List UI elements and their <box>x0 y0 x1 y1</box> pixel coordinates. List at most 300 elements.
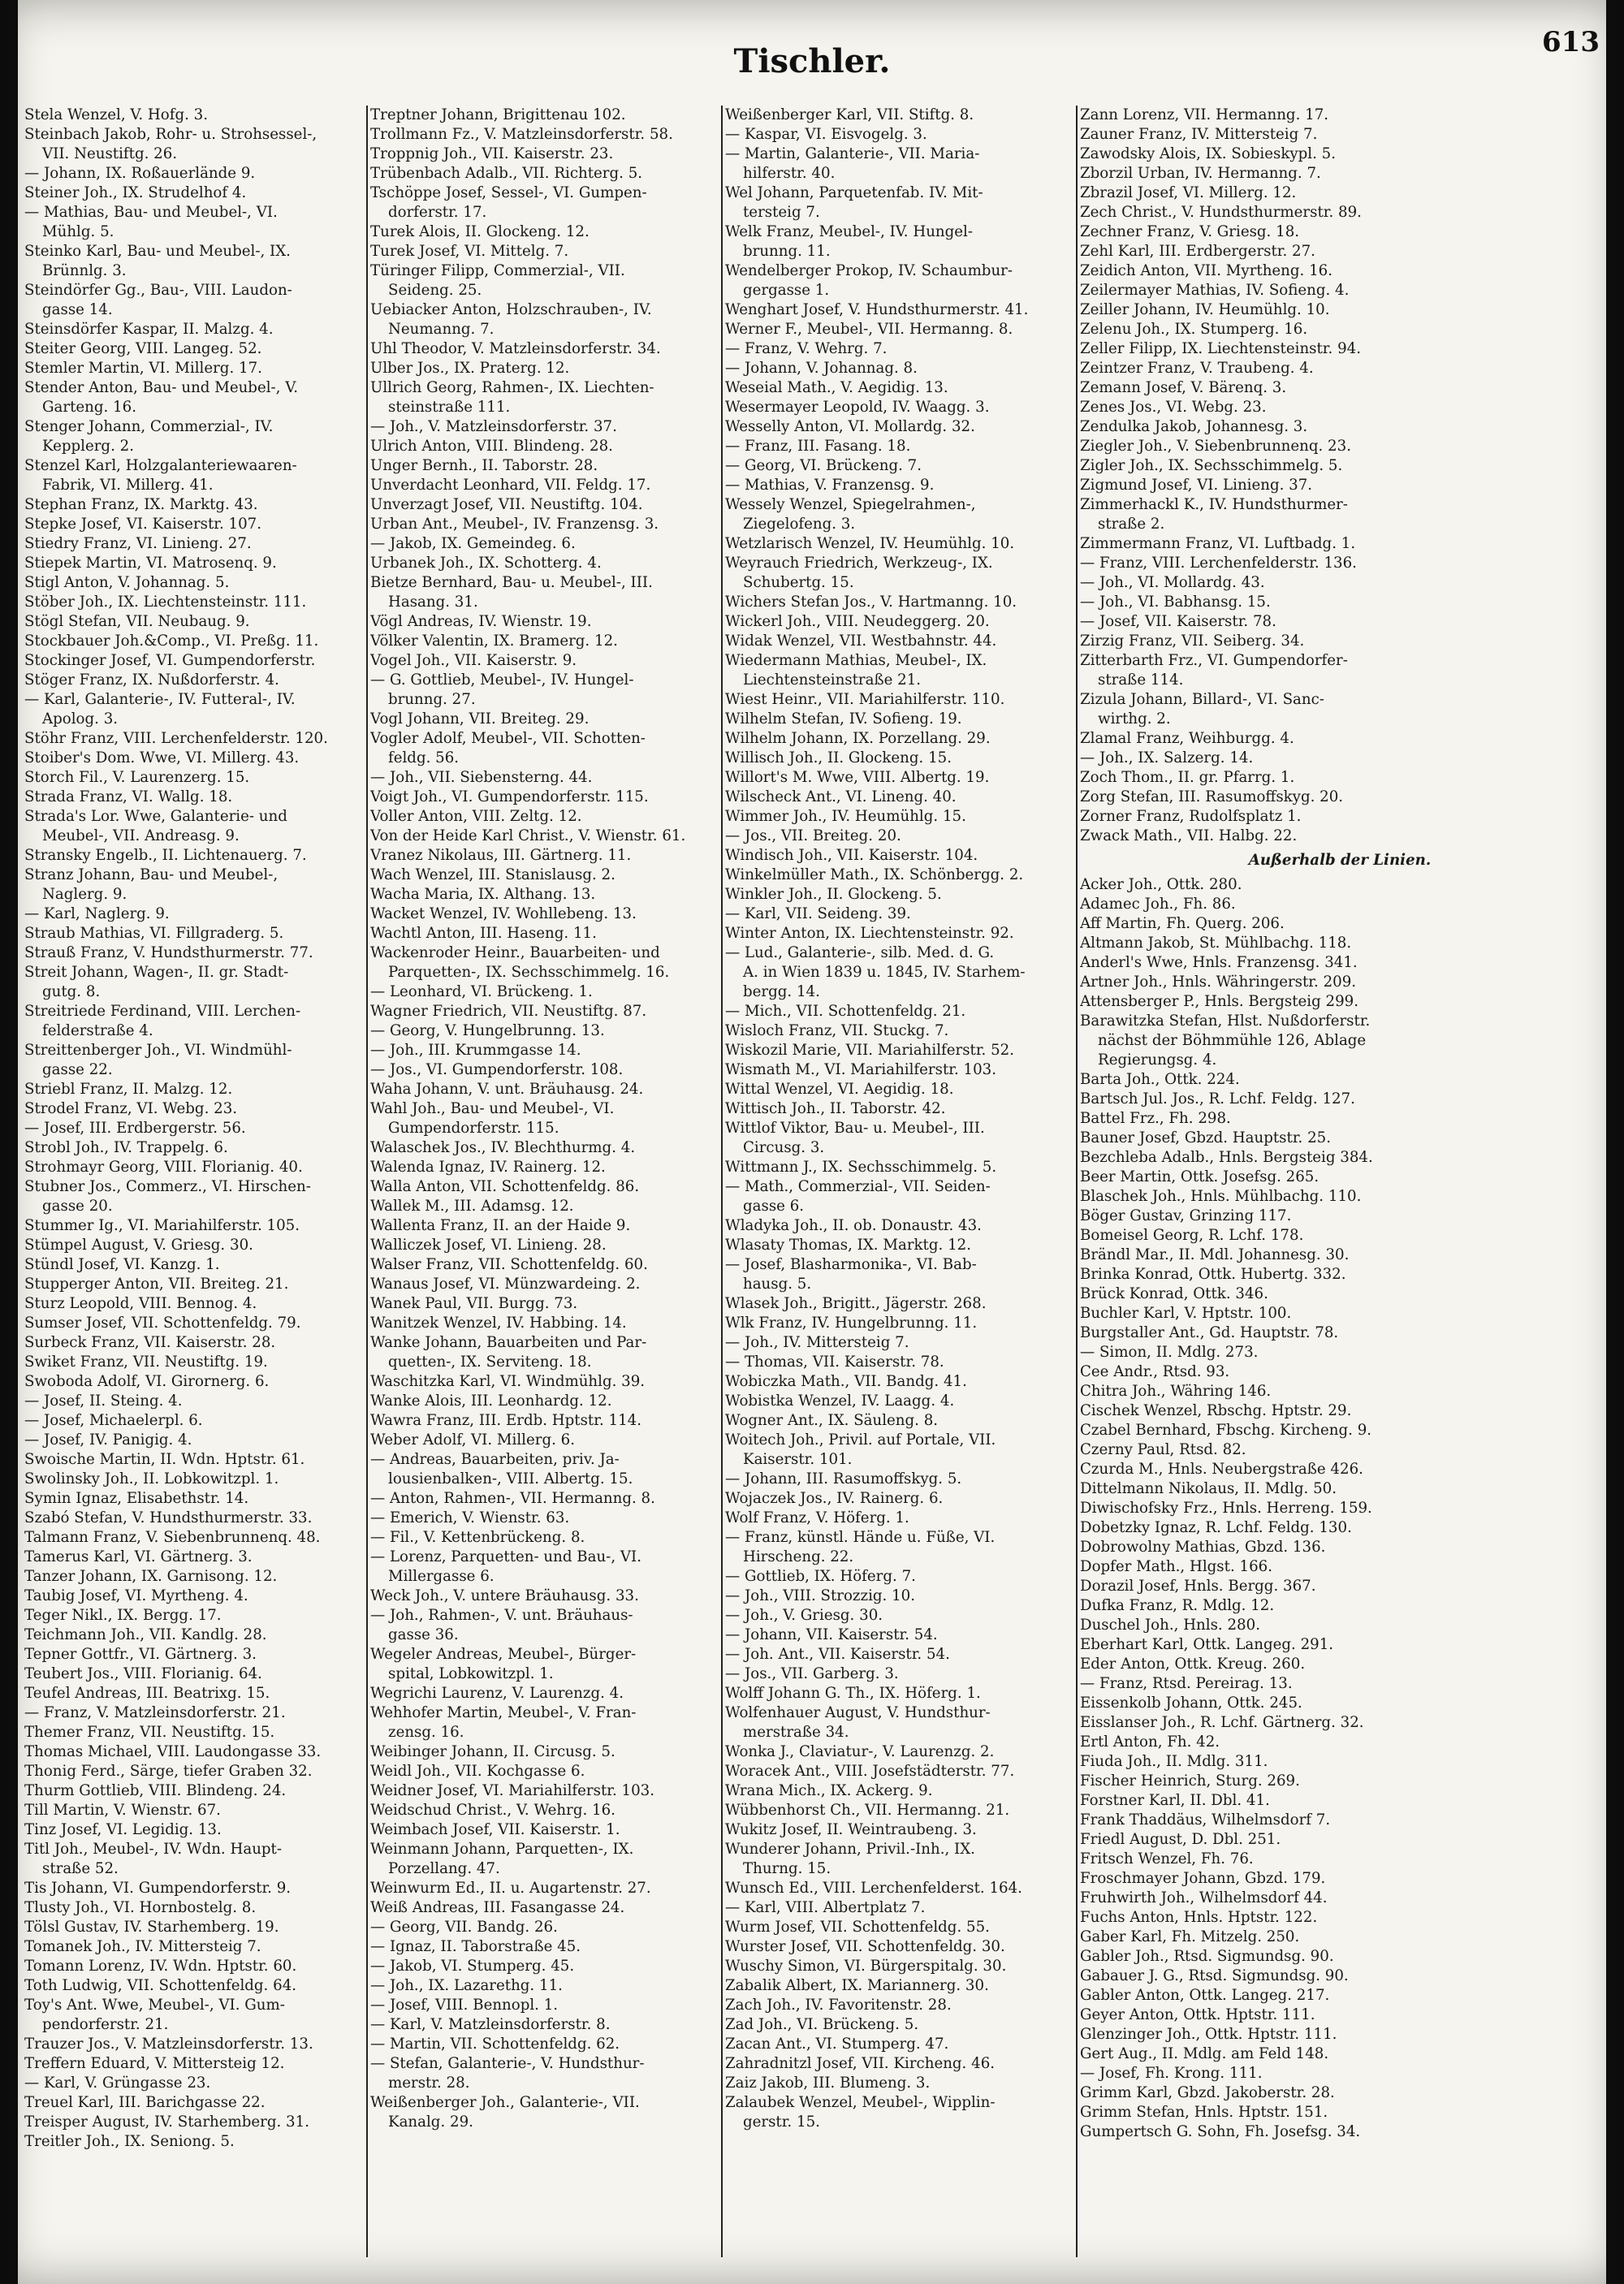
directory-entry: Stöber Joh., IX. Liechtensteinstr. 111. <box>24 594 307 611</box>
directory-entry: Eberhart Karl, Ottk. Langeg. 291. <box>1080 1636 1334 1653</box>
entry-continuation: lousienbalken-, VIII. Albertg. 15. <box>388 1470 633 1487</box>
directory-entry: Zeiller Johann, IV. Heumühlg. 10. <box>1080 301 1330 318</box>
directory-entry: Aff Martin, Fh. Querg. 206. <box>1080 915 1285 932</box>
directory-entry: Zirzig Franz, VII. Seiberg. 34. <box>1080 633 1305 650</box>
directory-entry: — Johann, VII. Kaiserstr. 54. <box>725 1626 938 1643</box>
directory-entry: Attensberger P., Hnls. Bergsteig 299. <box>1080 993 1359 1010</box>
directory-entry: Zendulka Jakob, Johannesg. 3. <box>1080 418 1308 435</box>
directory-entry: Czabel Bernhard, Fbschg. Kircheng. 9. <box>1080 1422 1372 1439</box>
directory-entry: Swoboda Adolf, VI. Girornerg. 6. <box>24 1373 270 1390</box>
directory-entry: Zad Joh., VI. Brückeng. 5. <box>725 2016 919 2033</box>
entry-continuation: wirthg. 2. <box>1098 710 1171 728</box>
entry-continuation: feldg. 56. <box>388 749 460 766</box>
directory-entry: Weißenberger Joh., Galanterie-, VII. <box>370 2094 640 2111</box>
entry-continuation: Garteng. 16. <box>42 399 136 416</box>
directory-entry: Turek Alois, II. Glockeng. 12. <box>370 223 590 240</box>
directory-entry: Zigmund Josef, VI. Linieng. 37. <box>1080 477 1313 494</box>
directory-entry: Wetzlarisch Wenzel, IV. Heumühlg. 10. <box>725 535 1015 552</box>
directory-entry: Wesselly Anton, VI. Mollardg. 32. <box>725 418 975 435</box>
directory-entry: Vögl Andreas, IV. Wienstr. 19. <box>370 613 592 630</box>
directory-entry: Szabó Stefan, V. Hundsthurmerstr. 33. <box>24 1509 313 1526</box>
directory-entry: Wallek M., III. Adamsg. 12. <box>370 1198 574 1215</box>
directory-entry: — Jos., VII. Garberg. 3. <box>725 1665 899 1682</box>
directory-entry: Zeidich Anton, VII. Myrtheng. 16. <box>1080 262 1333 279</box>
directory-entry: Wunderer Johann, Privil.-Inh., IX. <box>725 1841 975 1858</box>
directory-entry: Steinsdörfer Kaspar, II. Malzg. 4. <box>24 321 274 338</box>
directory-entry: Woitech Joh., Privil. auf Portale, VII. <box>725 1431 996 1449</box>
directory-entry: Weyrauch Friedrich, Werkzeug-, IX. <box>725 555 993 572</box>
entry-continuation: Kanalg. 29. <box>388 2113 473 2131</box>
entry-continuation: Kepplerg. 2. <box>42 438 134 455</box>
directory-entry: Swolinsky Joh., II. Lobkowitzpl. 1. <box>24 1470 279 1487</box>
directory-entry: Steiner Joh., IX. Strudelhof 4. <box>24 184 247 201</box>
directory-entry: Dorazil Josef, Hnls. Bergg. 367. <box>1080 1578 1316 1595</box>
directory-entry: — Joh., VI. Babhansg. 15. <box>1080 594 1271 611</box>
directory-entry: Vranez Nikolaus, III. Gärtnerg. 11. <box>370 847 632 864</box>
directory-entry: Zemann Josef, V. Bärenq. 3. <box>1080 379 1287 396</box>
directory-entry: — Joh., III. Krummgasse 14. <box>370 1042 581 1059</box>
directory-entry: Sturz Leopold, VIII. Bennog. 4. <box>24 1295 257 1312</box>
directory-entry: Brinka Konrad, Ottk. Hubertg. 332. <box>1080 1266 1346 1283</box>
directory-entry: Wegrichi Laurenz, V. Laurenzg. 4. <box>370 1685 624 1702</box>
directory-entry: Eisslanser Joh., R. Lchf. Gärtnerg. 32. <box>1080 1714 1364 1731</box>
entry-continuation: hausg. 5. <box>743 1276 812 1293</box>
directory-entry: Wanke Alois, III. Leonhardg. 12. <box>370 1392 612 1410</box>
directory-entry: Zeilermayer Mathias, IV. Sofieng. 4. <box>1080 282 1350 299</box>
directory-entry: Gumpertsch G. Sohn, Fh. Josefsg. 34. <box>1080 2123 1361 2140</box>
directory-entry: Toy's Ant. Wwe, Meubel-, VI. Gum- <box>24 1997 285 2014</box>
directory-entry: Tlusty Joh., VI. Hornbostelg. 8. <box>24 1899 257 1916</box>
entry-continuation: Schubertg. 15. <box>743 574 854 591</box>
directory-entry: — Martin, Galanterie-, VII. Maria- <box>725 145 980 162</box>
directory-entry: Zizula Johann, Billard-, VI. Sanc- <box>1080 691 1324 708</box>
directory-entry: Storch Fil., V. Laurenzerg. 15. <box>24 769 250 786</box>
directory-entry: Zeintzer Franz, V. Traubeng. 4. <box>1080 360 1314 377</box>
directory-entry: — Thomas, VII. Kaiserstr. 78. <box>725 1354 944 1371</box>
directory-entry: — Joh., VI. Mollardg. 43. <box>1080 574 1265 591</box>
directory-entry: Urbanek Joh., IX. Schotterg. 4. <box>370 555 602 572</box>
directory-entry: Wallenta Franz, II. an der Haide 9. <box>370 1217 631 1234</box>
directory-entry: Waha Johann, V. unt. Bräuhausg. 24. <box>370 1081 644 1098</box>
directory-entry: Thurm Gottlieb, VIII. Blindeng. 24. <box>24 1782 287 1799</box>
directory-entry: Froschmayer Johann, Gbzd. 179. <box>1080 1870 1326 1887</box>
directory-entry: Wilscheck Ant., VI. Lineng. 40. <box>725 788 957 805</box>
directory-entry: Tomann Lorenz, IV. Wdn. Hptstr. 60. <box>24 1958 297 1975</box>
directory-entry: Gabler Anton, Ottk. Langeg. 217. <box>1080 1987 1330 2004</box>
directory-entry: Wolf Franz, V. Höferg. 1. <box>725 1509 909 1526</box>
directory-entry: Bauner Josef, Gbzd. Hauptstr. 25. <box>1080 1129 1332 1146</box>
directory-entry: Urban Ant., Meubel-, IV. Franzensg. 3. <box>370 516 659 533</box>
entry-continuation: Kaiserstr. 101. <box>743 1451 853 1468</box>
directory-entry: Wiedermann Mathias, Meubel-, IX. <box>725 652 987 669</box>
column-divider <box>1076 106 1078 2257</box>
directory-entry: — Joh., VII. Siebensterng. 44. <box>370 769 593 786</box>
directory-entry: — Joh., IX. Lazarethg. 11. <box>370 1977 563 1994</box>
entry-continuation: pendorferstr. 21. <box>42 2016 169 2033</box>
directory-entry: Tomanek Joh., IV. Mittersteig 7. <box>24 1938 261 1955</box>
directory-entry: Weibinger Johann, II. Circusg. 5. <box>370 1743 615 1760</box>
directory-entry: — Joh., V. Griesg. 30. <box>725 1607 883 1624</box>
directory-entry: Zalaubek Wenzel, Meubel-, Wipplin- <box>725 2094 996 2111</box>
entry-continuation: gutg. 8. <box>42 983 101 1000</box>
directory-entry: Werner F., Meubel-, VII. Hermanng. 8. <box>725 321 1013 338</box>
directory-entry: Swoische Martin, II. Wdn. Hptstr. 61. <box>24 1451 305 1468</box>
directory-entry: Willort's M. Wwe, VIII. Albertg. 19. <box>725 769 990 786</box>
page-title: Tischler. <box>733 42 891 80</box>
directory-entry: Strobl Joh., IV. Trappelg. 6. <box>24 1139 228 1156</box>
directory-entry: Vogler Adolf, Meubel-, VII. Schotten- <box>370 730 646 747</box>
entry-continuation: Thurng. 15. <box>743 1860 831 1877</box>
scan-edge-left <box>0 0 18 2284</box>
directory-entry: Stender Anton, Bau- und Meubel-, V. <box>24 379 298 396</box>
directory-entry: Teufel Andreas, III. Beatrixg. 15. <box>24 1685 270 1702</box>
directory-entry: Stockbauer Joh.&Comp., VI. Preßg. 11. <box>24 633 319 650</box>
directory-entry: Ullrich Georg, Rahmen-, IX. Liechten- <box>370 379 654 396</box>
directory-entry: Unger Bernh., II. Taborstr. 28. <box>370 457 598 474</box>
directory-entry: Vogel Joh., VII. Kaiserstr. 9. <box>370 652 577 669</box>
directory-entry: Stigl Anton, V. Johannag. 5. <box>24 574 230 591</box>
entry-continuation: quetten-, IX. Serviteng. 18. <box>388 1354 592 1371</box>
directory-entry: Stoiber's Dom. Wwe, VI. Millerg. 43. <box>24 749 300 766</box>
directory-entry: Barawitzka Stefan, Hlst. Nußdorferstr. <box>1080 1012 1371 1030</box>
entry-continuation: straße 2. <box>1098 516 1165 533</box>
directory-entry: — Ignaz, II. Taborstraße 45. <box>370 1938 581 1955</box>
directory-entry: Wiskozil Marie, VII. Mariahilferstr. 52. <box>725 1042 1015 1059</box>
entry-continuation: gasse 20. <box>42 1198 113 1215</box>
directory-entry: Zeller Filipp, IX. Liechtensteinstr. 94. <box>1080 340 1361 357</box>
directory-entry: Waschitzka Karl, VI. Windmühlg. 39. <box>370 1373 646 1390</box>
directory-entry: Fruhwirth Joh., Wilhelmsdorf 44. <box>1080 1889 1328 1906</box>
directory-entry: Streit Johann, Wagen-, II. gr. Stadt- <box>24 964 289 981</box>
directory-entry: Wübbenhorst Ch., VII. Hermanng. 21. <box>725 1802 1010 1819</box>
directory-entry: Thonig Ferd., Särge, tiefer Graben 32. <box>24 1763 313 1780</box>
directory-entry: — Fil., V. Kettenbrückeng. 8. <box>370 1529 585 1546</box>
directory-entry: Straub Mathias, VI. Fillgraderg. 5. <box>24 925 284 942</box>
directory-entry: — Leonhard, VI. Brückeng. 1. <box>370 983 593 1000</box>
directory-entry: — Georg, VI. Brückeng. 7. <box>725 457 922 474</box>
directory-entry: Zabalik Albert, IX. Mariannerg. 30. <box>725 1977 989 1994</box>
directory-entry: — Karl, V. Grüngasse 23. <box>24 2075 211 2092</box>
directory-entry: — Simon, II. Mdlg. 273. <box>1080 1344 1259 1361</box>
directory-entry: Striebl Franz, II. Malzg. 12. <box>24 1081 233 1098</box>
directory-entry: Wawra Franz, III. Erdb. Hptstr. 114. <box>370 1412 641 1429</box>
directory-entry: Talmann Franz, V. Siebenbrunnenq. 48. <box>24 1529 321 1546</box>
directory-entry: Wolff Johann G. Th., IX. Höferg. 1. <box>725 1685 981 1702</box>
entry-continuation: Hasang. 31. <box>388 594 478 611</box>
directory-entry: Steinbach Jakob, Rohr- u. Strohsessel-, <box>24 126 317 143</box>
directory-entry: Wanke Johann, Bauarbeiten und Par- <box>370 1334 647 1351</box>
directory-entry: Winkelmüller Math., IX. Schönbergg. 2. <box>725 866 1024 883</box>
directory-entry: Strodel Franz, VI. Webg. 23. <box>24 1100 238 1117</box>
directory-entry: — Kaspar, VI. Eisvogelg. 3. <box>725 126 927 143</box>
directory-entry: Von der Heide Karl Christ., V. Wienstr. 61. <box>370 827 686 844</box>
directory-entry: Wunsch Ed., VIII. Lerchenfelderst. 164. <box>725 1880 1022 1897</box>
directory-entry: Woracek Ant., VIII. Josefstädterstr. 77. <box>725 1763 1015 1780</box>
entry-continuation: Millergasse 6. <box>388 1568 495 1585</box>
directory-entry: — Karl, V. Matzleinsdorferstr. 8. <box>370 2016 611 2033</box>
directory-entry: Wlk Franz, IV. Hungelbrunng. 11. <box>725 1315 978 1332</box>
directory-entry: — Joh., IX. Salzerg. 14. <box>1080 749 1254 766</box>
entry-continuation: Seideng. 25. <box>388 282 482 299</box>
directory-entry: Wegeler Andreas, Meubel-, Bürger- <box>370 1646 637 1663</box>
entry-continuation: Apolog. 3. <box>42 710 119 728</box>
directory-entry: Zauner Franz, IV. Mittersteig 7. <box>1080 126 1318 143</box>
directory-entry: Wacha Maria, IX. Althang. 13. <box>370 886 596 903</box>
directory-entry: Zborzil Urban, IV. Hermanng. 7. <box>1080 165 1321 182</box>
directory-entry: Stöger Franz, IX. Nußdorferstr. 4. <box>24 671 279 689</box>
directory-entry: Stiepek Martin, VI. Matrosenq. 9. <box>24 555 277 572</box>
directory-entry: Dopfer Math., Hlgst. 166. <box>1080 1558 1272 1575</box>
directory-entry: Walaschek Jos., IV. Blechthurmg. 4. <box>370 1139 636 1156</box>
entry-continuation: Brünnlg. 3. <box>42 262 127 279</box>
directory-entry: Acker Joh., Ottk. 280. <box>1080 876 1242 893</box>
entry-continuation: merstr. 28. <box>388 2075 470 2092</box>
directory-entry: Voigt Joh., VI. Gumpendorferstr. 115. <box>370 788 649 805</box>
directory-entry: Weber Adolf, VI. Millerg. 6. <box>370 1431 576 1449</box>
directory-entry: Burgstaller Ant., Gd. Hauptstr. 78. <box>1080 1324 1339 1341</box>
directory-entry: — Franz, V. Matzleinsdorferstr. 21. <box>24 1704 286 1721</box>
entry-continuation: Porzellang. 47. <box>388 1860 500 1877</box>
directory-entry: Ulrich Anton, VIII. Blindeng. 28. <box>370 438 613 455</box>
directory-entry: Czerny Paul, Rtsd. 82. <box>1080 1441 1246 1458</box>
directory-entry: Stündl Josef, VI. Kanzg. 1. <box>24 1256 220 1273</box>
entry-continuation: Meubel-, VII. Andreasg. 9. <box>42 827 240 844</box>
directory-entry: Steindörfer Gg., Bau-, VIII. Laudon- <box>24 282 292 299</box>
directory-entry: Stiedry Franz, VI. Linieng. 27. <box>24 535 252 552</box>
directory-entry: Weidl Joh., VII. Kochgasse 6. <box>370 1763 585 1780</box>
directory-entry: Strada Franz, VI. Wallg. 18. <box>24 788 233 805</box>
directory-entry: Zoch Thom., II. gr. Pfarrg. 1. <box>1080 769 1295 786</box>
directory-entry: — Anton, Rahmen-, VII. Hermanng. 8. <box>370 1490 655 1507</box>
directory-entry: Stubner Jos., Commerz., VI. Hirschen- <box>24 1178 311 1195</box>
directory-entry: Streitriede Ferdinand, VIII. Lerchen- <box>24 1003 301 1020</box>
directory-entry: Wittlof Viktor, Bau- u. Meubel-, III. <box>725 1120 985 1137</box>
directory-entry: Toth Ludwig, VII. Schottenfeldg. 64. <box>24 1977 297 1994</box>
page-number: 613 <box>1542 26 1600 58</box>
directory-column-1 <box>24 106 365 2265</box>
directory-entry: Taubig Josef, VI. Myrtheng. 4. <box>24 1587 248 1604</box>
directory-entry: Dufka Franz, R. Mdlg. 12. <box>1080 1597 1275 1614</box>
directory-entry: — Johann, III. Rasumoffskyg. 5. <box>725 1470 962 1487</box>
entry-continuation: tersteig 7. <box>743 204 820 221</box>
directory-entry: Tschöppe Josef, Sessel-, VI. Gumpen- <box>370 184 647 201</box>
directory-entry: Stemler Martin, VI. Millerg. 17. <box>24 360 262 377</box>
directory-entry: Wanaus Josef, VI. Münzwardeing. 2. <box>370 1276 641 1293</box>
directory-entry: Wismath M., VI. Mariahilferstr. 103. <box>725 1061 997 1078</box>
directory-entry: Zelenu Joh., IX. Stumperg. 16. <box>1080 321 1308 338</box>
directory-entry: Wach Wenzel, III. Stanislausg. 2. <box>370 866 615 883</box>
section-heading: Außerhalb der Linien. <box>1248 852 1432 869</box>
directory-entry: Treisper August, IV. Starhemberg. 31. <box>24 2113 309 2131</box>
directory-entry: Weidner Josef, VI. Mariahilferstr. 103. <box>370 1782 654 1799</box>
directory-entry: Tinz Josef, VI. Legidig. 13. <box>24 1821 222 1838</box>
entry-continuation: hilferstr. 40. <box>743 165 836 182</box>
directory-entry: — Joh., Rahmen-, V. unt. Bräuhaus- <box>370 1607 633 1624</box>
directory-entry: Cischek Wenzel, Rbschg. Hptstr. 29. <box>1080 1402 1352 1419</box>
entry-continuation: Hirscheng. 22. <box>743 1548 854 1565</box>
directory-entry: Zorg Stefan, III. Rasumoffskyg. 20. <box>1080 788 1344 805</box>
directory-entry: Trollmann Fz., V. Matzleinsdorferstr. 58. <box>370 126 673 143</box>
entry-continuation: dorferstr. 17. <box>388 204 487 221</box>
entry-continuation: Gumpendorferstr. 115. <box>388 1120 559 1137</box>
directory-entry: Zwack Math., VII. Halbg. 22. <box>1080 827 1298 844</box>
directory-entry: Surbeck Franz, VII. Kaiserstr. 28. <box>24 1334 276 1351</box>
directory-entry: Walliczek Josef, VI. Linieng. 28. <box>370 1237 607 1254</box>
entry-continuation: brunng. 11. <box>743 243 831 260</box>
directory-entry: Cee Andr., Rtsd. 93. <box>1080 1363 1230 1380</box>
directory-entry: — Mathias, V. Franzensg. 9. <box>725 477 935 494</box>
directory-entry: Zlamal Franz, Weihburgg. 4. <box>1080 730 1294 747</box>
directory-entry: — Josef, Fh. Krong. 111. <box>1080 2065 1263 2082</box>
directory-entry: Wisloch Franz, VII. Stuckg. 7. <box>725 1022 949 1039</box>
directory-entry: Gaber Karl, Fh. Mitzelg. 250. <box>1080 1928 1300 1945</box>
directory-entry: Stepke Josef, VI. Kaiserstr. 107. <box>24 516 262 533</box>
entry-continuation: brunng. 27. <box>388 691 476 708</box>
entry-continuation: bergg. 14. <box>743 983 820 1000</box>
directory-entry: Weinwurm Ed., II. u. Augartenstr. 27. <box>370 1880 651 1897</box>
directory-entry: Zann Lorenz, VII. Hermanng. 17. <box>1080 106 1329 123</box>
directory-entry: Wonka J., Claviatur-, V. Laurenzg. 2. <box>725 1743 995 1760</box>
directory-entry: — Josef, II. Steing. 4. <box>24 1392 183 1410</box>
directory-entry: Adamec Joh., Fh. 86. <box>1080 896 1236 913</box>
directory-entry: Wagner Friedrich, VII. Neustiftg. 87. <box>370 1003 647 1020</box>
directory-entry: Dittelmann Nikolaus, II. Mdlg. 50. <box>1080 1480 1337 1497</box>
directory-entry: Wessely Wenzel, Spiegelrahmen-, <box>725 496 976 513</box>
directory-entry: — Lud., Galanterie-, silb. Med. d. G. <box>725 944 995 961</box>
directory-entry: Till Martin, V. Wienstr. 67. <box>24 1802 221 1819</box>
directory-entry: Geyer Anton, Ottk. Hptstr. 111. <box>1080 2006 1315 2023</box>
directory-entry: — Josef, Blasharmonika-, VI. Bab- <box>725 1256 977 1273</box>
directory-entry: Stockinger Josef, VI. Gumpendorferstr. <box>24 652 316 669</box>
directory-entry: Treptner Johann, Brigittenau 102. <box>370 106 626 123</box>
directory-entry: Wurm Josef, VII. Schottenfeldg. 55. <box>725 1919 990 1936</box>
directory-entry: Ulber Jos., IX. Praterg. 12. <box>370 360 570 377</box>
directory-entry: Weiß Andreas, III. Fasangasse 24. <box>370 1899 625 1916</box>
directory-entry: — Georg, VII. Bandg. 26. <box>370 1919 558 1936</box>
directory-entry: Walla Anton, VII. Schottenfeldg. 86. <box>370 1178 640 1195</box>
directory-entry: Wanek Paul, VII. Burgg. 73. <box>370 1295 578 1312</box>
directory-entry: — Mich., VII. Schottenfeldg. 21. <box>725 1003 966 1020</box>
directory-entry: — Gottlieb, IX. Höferg. 7. <box>725 1568 916 1585</box>
directory-column-3 <box>725 106 1074 2265</box>
directory-entry: Thomas Michael, VIII. Laudongasse 33. <box>24 1743 322 1760</box>
directory-entry: Stummer Ig., VI. Mariahilferstr. 105. <box>24 1217 300 1234</box>
directory-entry: Tanzer Johann, IX. Garnisong. 12. <box>24 1568 278 1585</box>
directory-entry: Frank Thaddäus, Wilhelmsdorf 7. <box>1080 1811 1331 1828</box>
directory-entry: Stenzel Karl, Holzgalanteriewaaren- <box>24 457 297 474</box>
directory-entry: — Joh., VIII. Strozzig. 10. <box>725 1587 916 1604</box>
directory-entry: — Joh., V. Matzleinsdorferstr. 37. <box>370 418 617 435</box>
directory-entry: Teichmann Joh., VII. Kandlg. 28. <box>24 1626 267 1643</box>
directory-entry: Zechner Franz, V. Griesg. 18. <box>1080 223 1300 240</box>
entry-continuation: merstraße 34. <box>743 1724 849 1741</box>
directory-entry: Bartsch Jul. Jos., R. Lchf. Feldg. 127. <box>1080 1090 1355 1107</box>
directory-entry: Fischer Heinrich, Sturg. 269. <box>1080 1772 1300 1790</box>
directory-entry: Strauß Franz, V. Hundsthurmerstr. 77. <box>24 944 313 961</box>
directory-entry: Themer Franz, VII. Neustiftg. 15. <box>24 1724 275 1741</box>
directory-entry: Turek Josef, VI. Mittelg. 7. <box>370 243 569 260</box>
directory-entry: Zimmerhackl K., IV. Hundsthurmer- <box>1080 496 1348 513</box>
directory-entry: Stöhr Franz, VIII. Lerchenfelderstr. 120. <box>24 730 328 747</box>
directory-entry: — Lorenz, Parquetten- und Bau-, VI. <box>370 1548 641 1565</box>
directory-entry: Walser Franz, VII. Schottenfeldg. 60. <box>370 1256 648 1273</box>
directory-entry: Wurster Josef, VII. Schottenfeldg. 30. <box>725 1938 1005 1955</box>
directory-entry: — G. Gottlieb, Meubel-, IV. Hungel- <box>370 671 634 689</box>
directory-entry: Tis Johann, VI. Gumpendorferstr. 9. <box>24 1880 292 1897</box>
directory-entry: Uebiacker Anton, Holzschrauben-, IV. <box>370 301 652 318</box>
directory-entry: Wackenroder Heinr., Bauarbeiten- und <box>370 944 660 961</box>
entry-continuation: Neumanng. 7. <box>388 321 495 338</box>
directory-entry: Wickerl Joh., VIII. Neudeggerg. 20. <box>725 613 990 630</box>
directory-entry: Zawodsky Alois, IX. Sobieskypl. 5. <box>1080 145 1336 162</box>
directory-entry: Welk Franz, Meubel-, IV. Hungel- <box>725 223 973 240</box>
directory-entry: Streittenberger Joh., VI. Windmühl- <box>24 1042 292 1059</box>
directory-entry: Glenzinger Joh., Ottk. Hptstr. 111. <box>1080 2026 1337 2043</box>
entry-continuation: gasse 6. <box>743 1198 805 1215</box>
directory-entry: Bietze Bernhard, Bau- u. Meubel-, III. <box>370 574 653 591</box>
directory-entry: — Josef, VII. Kaiserstr. 78. <box>1080 613 1276 630</box>
directory-entry: Wrana Mich., IX. Ackerg. 9. <box>725 1782 933 1799</box>
directory-entry: Wacket Wenzel, IV. Wohllebeng. 13. <box>370 905 637 922</box>
entry-continuation: zensg. 16. <box>388 1724 464 1741</box>
entry-continuation: felderstraße 4. <box>42 1022 153 1039</box>
directory-entry: Völker Valentin, IX. Bramerg. 12. <box>370 633 618 650</box>
directory-entry: — Josef, III. Erdbergerstr. 56. <box>24 1120 246 1137</box>
directory-entry: — Mathias, Bau- und Meubel-, VI. <box>24 204 278 221</box>
directory-entry: Strada's Lor. Wwe, Galanterie- und <box>24 808 287 825</box>
directory-entry: — Andreas, Bauarbeiten, priv. Ja- <box>370 1451 620 1468</box>
directory-entry: Zbrazil Josef, VI. Millerg. 12. <box>1080 184 1297 201</box>
directory-entry: — Josef, Michaelerpl. 6. <box>24 1412 203 1429</box>
directory-entry: Wichers Stefan Jos., V. Hartmanng. 10. <box>725 594 1017 611</box>
directory-entry: Wlasaty Thomas, IX. Marktg. 12. <box>725 1237 971 1254</box>
directory-entry: Stenger Johann, Commerzial-, IV. <box>24 418 274 435</box>
directory-entry: Zenes Jos., VI. Webg. 23. <box>1080 399 1267 416</box>
directory-entry: Steinko Karl, Bau- und Meubel-, IX. <box>24 243 291 260</box>
directory-entry: Wiest Heinr., VII. Mariahilferstr. 110. <box>725 691 1005 708</box>
entry-continuation: Regierungsg. 4. <box>1098 1051 1217 1069</box>
directory-entry: — Josef, IV. Panigig. 4. <box>24 1431 192 1449</box>
directory-entry: Stela Wenzel, V. Hofg. 3. <box>24 106 208 123</box>
directory-entry: Weißenberger Karl, VII. Stiftg. 8. <box>725 106 974 123</box>
directory-entry: Weseial Math., V. Aegidig. 13. <box>725 379 948 396</box>
entry-continuation: Ziegelofeng. 3. <box>743 516 856 533</box>
directory-entry: Treuel Karl, III. Barichgasse 22. <box>24 2094 266 2111</box>
directory-entry: Wittisch Joh., II. Taborstr. 42. <box>725 1100 946 1117</box>
directory-entry: Titl Joh., Meubel-, IV. Wdn. Haupt- <box>24 1841 283 1858</box>
entry-continuation: Fabrik, VI. Millerg. 41. <box>42 477 214 494</box>
directory-entry: Brück Konrad, Ottk. 346. <box>1080 1285 1268 1302</box>
directory-entry: Uhl Theodor, V. Matzleinsdorferstr. 34. <box>370 340 661 357</box>
directory-entry: — Jakob, VI. Stumperg. 45. <box>370 1958 575 1975</box>
directory-entry: Artner Joh., Hnls. Währingerstr. 209. <box>1080 974 1357 991</box>
directory-entry: Wogner Ant., IX. Säuleng. 8. <box>725 1412 939 1429</box>
directory-entry: Wlasek Joh., Brigitt., Jägerstr. 268. <box>725 1295 987 1312</box>
entry-continuation: gasse 22. <box>42 1061 113 1078</box>
directory-entry: — Karl, VIII. Albertplatz 7. <box>725 1899 926 1916</box>
directory-entry: Winkler Joh., II. Glockeng. 5. <box>725 886 942 903</box>
directory-entry: Stranz Johann, Bau- und Meubel-, <box>24 866 279 883</box>
directory-entry: Bezchleba Adalb., Hnls. Bergsteig 384. <box>1080 1149 1373 1166</box>
directory-entry: Wilhelm Johann, IX. Porzellang. 29. <box>725 730 991 747</box>
directory-entry: Grimm Karl, Gbzd. Jakoberstr. 28. <box>1080 2084 1335 2101</box>
directory-entry: — Karl, VII. Seideng. 39. <box>725 905 911 922</box>
directory-entry: Buchler Karl, V. Hptstr. 100. <box>1080 1305 1292 1322</box>
directory-entry: Unverzagt Josef, VII. Neustiftg. 104. <box>370 496 643 513</box>
directory-entry: Wobiczka Math., VII. Bandg. 41. <box>725 1373 967 1390</box>
directory-entry: Wel Johann, Parquetenfab. IV. Mit- <box>725 184 983 201</box>
directory-entry: Sumser Josef, VII. Schottenfeldg. 79. <box>24 1315 301 1332</box>
